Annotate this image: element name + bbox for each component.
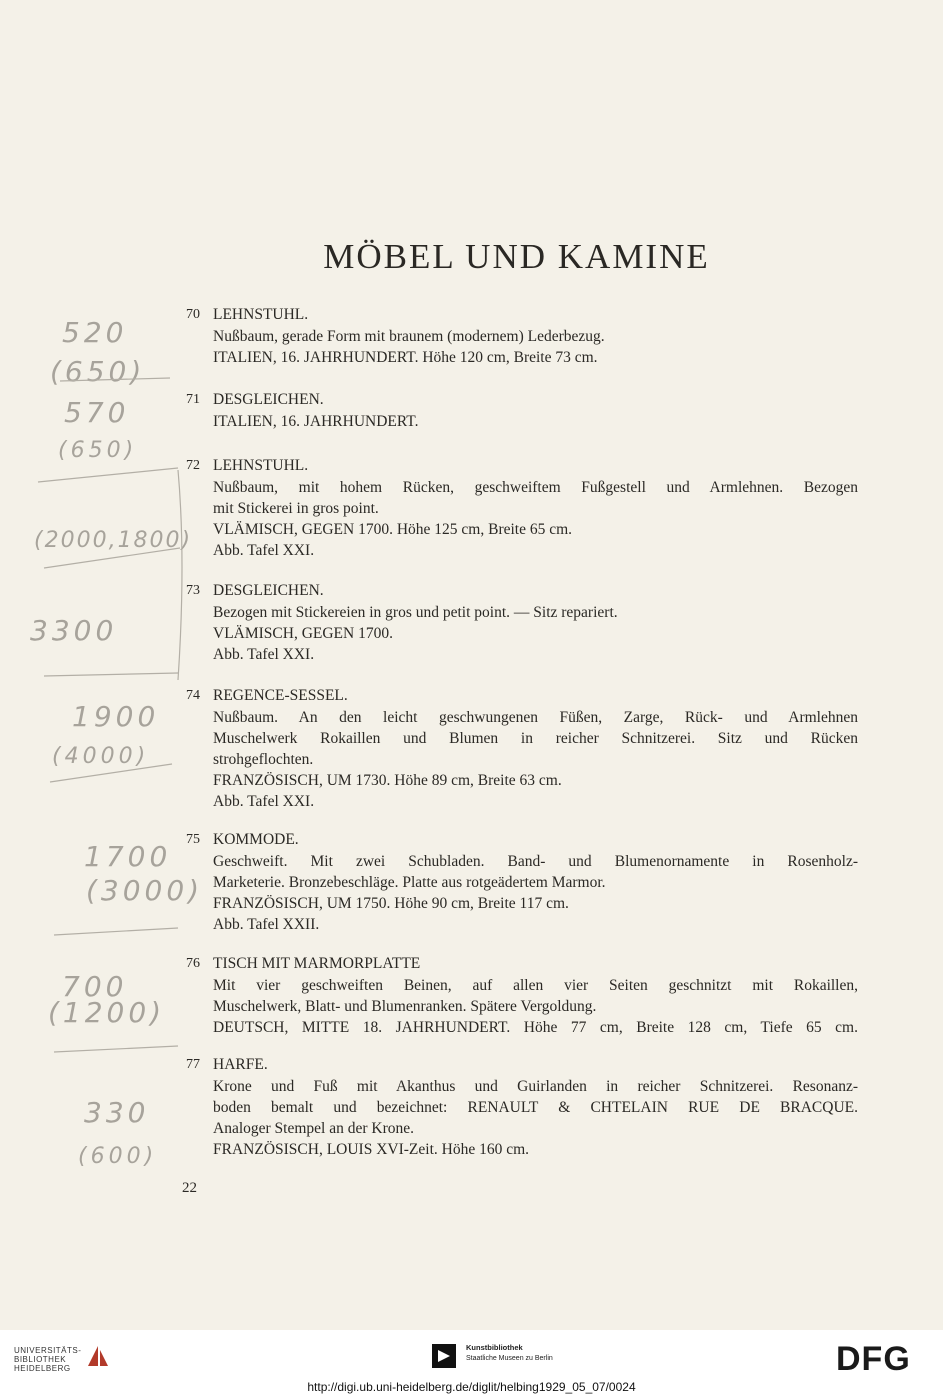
pencil-note: 1900 [72,700,160,733]
entry-line: Nußbaum. An den leicht geschwungenen Füßen, Zarge, Rück- und Armlehnen [213,709,858,726]
pencil-note: (1200) [48,996,166,1029]
pencil-note: (650) [58,438,138,463]
pencil-note: 1700 [84,840,172,873]
entry-line: Krone und Fuß mit Akanthus und Guirlanden in reicher Schnitzerei. Resonanz- [213,1078,858,1095]
pencil-line [38,468,178,482]
pencil-line [50,764,172,782]
entry-heading: HARFE. [213,1056,268,1073]
entry-number: 72 [186,458,200,473]
entry-line: FRANZÖSISCH, LOUIS XVI-Zeit. Höhe 160 cm. [213,1141,530,1158]
entry-line: ITALIEN, 16. JAHRHUNDERT. Höhe 120 cm, Breite 73 cm. [213,349,598,366]
pencil-note: 570 [64,396,130,429]
pencil-line [44,673,178,676]
entry-heading: LEHNSTUHL. [213,306,309,323]
entry-line: Abb. Tafel XXII. [213,916,320,933]
entry-number: 76 [186,956,200,971]
entry-line: Geschweift. Mit zwei Schubladen. Band- und Blumenornamente in Rosenholz- [213,853,858,870]
university-logo-icon [84,1342,112,1370]
entry-line: DEUTSCH, MITTE 18. JAHRHUNDERT. Höhe 77 cm, Breite 128 cm, Tiefe 65 cm. [213,1019,858,1036]
entry-heading: DESGLEICHEN. [213,582,324,599]
entry-line: Marketerie. Bronzebeschläge. Platte aus rotgeädertem Marmor. [213,874,606,891]
entry-line: strohgeflochten. [213,751,314,768]
entry-line: boden bemalt und bezeichnet: RENAULT & CHTELAIN RUE DE BRACQUE. [213,1099,858,1116]
footer-bar [0,1330,943,1396]
entry-line: Mit vier geschweiften Beinen, auf allen vier Seiten geschnitzt mit Rokaillen, [213,977,858,994]
page-title: MÖBEL UND KAMINE [323,237,710,276]
pencil-note: (4000) [52,744,150,769]
entry-heading: DESGLEICHEN. [213,391,324,408]
pencil-line [44,548,180,568]
pencil-note: 3300 [30,614,118,647]
entry-line: Abb. Tafel XXI. [213,646,315,663]
entry-line: VLÄMISCH, GEGEN 1700. Höhe 125 cm, Breite 65 cm. [213,521,573,538]
dfg-logo: DFG [836,1340,911,1378]
pencil-note: 520 [62,316,128,349]
pencil-line [54,928,178,935]
entry-heading: KOMMODE. [213,831,299,848]
pencil-line [60,378,170,381]
entry-line: Analoger Stempel an der Krone. [213,1120,415,1137]
pencil-note: (600) [78,1144,158,1169]
entry-number: 70 [186,307,200,322]
pencil-bracket [178,470,182,680]
kunstbibliothek-label: Kunstbibliothek Staatliche Museen zu Berlin [466,1343,553,1362]
entry-number: 75 [186,832,200,847]
entry-heading: TISCH MIT MARMORPLATTE [213,955,421,972]
entry-line: Nußbaum, gerade Form mit braunem (modernem) Lederbezug. [213,328,605,345]
pencil-note: 330 [84,1096,150,1129]
entry-line: ITALIEN, 16. JAHRHUNDERT. [213,413,419,430]
entry-line: Bezogen mit Stickereien in gros und petit point. — Sitz repariert. [213,604,618,621]
university-label: UNIVERSITÄTS- BIBLIOTHEK HEIDELBERG [14,1346,82,1373]
pencil-line [54,1046,178,1052]
entry-line: Muschelwerk, Blatt- und Blumenranken. Spätere Vergoldung. [213,998,597,1015]
entry-number: 71 [186,392,200,407]
entry-line: Nußbaum, mit hohem Rücken, geschweiftem Fußgestell und Armlehnen. Bezogen [213,479,858,496]
entry-line: FRANZÖSISCH, UM 1730. Höhe 89 cm, Breite 63 cm. [213,772,562,789]
entry-heading: LEHNSTUHL. [213,457,309,474]
entry-line: FRANZÖSISCH, UM 1750. Höhe 90 cm, Breite 117 cm. [213,895,569,912]
entry-number: 74 [186,688,200,703]
entry-number: 77 [186,1057,200,1072]
pencil-note: (2000,1800) [34,528,193,553]
entry-line: VLÄMISCH, GEGEN 1700. [213,625,393,642]
pencil-note: (3000) [86,874,204,907]
entry-number: 73 [186,583,200,598]
page-number: 22 [182,1180,197,1196]
entry-line: Muschelwerk Rokaillen und Blumen in reicher Schnitzerei. Sitz und Rücken [213,730,858,747]
source-url-link[interactable]: http://digi.ub.uni-heidelberg.de/diglit/helbing1929_05_07/0024 [307,1380,636,1394]
pencil-note: 700 [62,970,128,1003]
entry-line: Abb. Tafel XXI. [213,793,315,810]
pencil-note: (650) [50,355,146,388]
entry-heading: REGENCE-SESSEL. [213,687,348,704]
entry-line: mit Stickerei in gros point. [213,500,379,517]
kunstbibliothek-logo-icon [432,1344,456,1368]
entry-line: Abb. Tafel XXI. [213,542,315,559]
